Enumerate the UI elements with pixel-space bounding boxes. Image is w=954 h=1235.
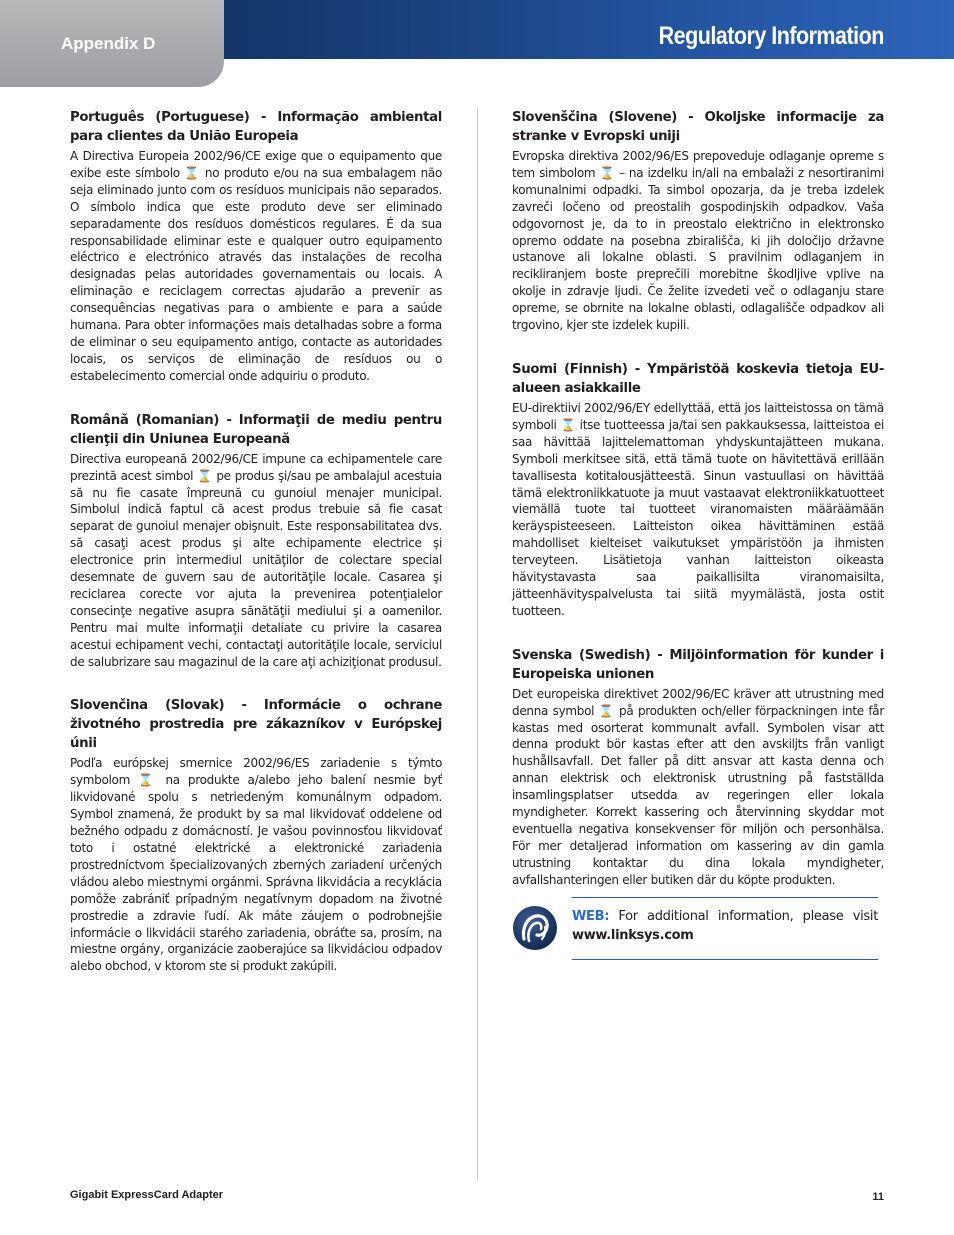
section-heading: Slovenščina (Slovene) - Okoljske informacije za stranke v Evropski uniji [512, 110, 884, 144]
section-body: Evropska direktiva 2002/96/ES prepoveduje odlaganje opreme s tem simbolom ⌛ – na izdelku in/ali na embalaži z nesortiranimi komunalnimi odpadki. Ta simbol opozarja, da je treba izdelek zavreči ločeno od preostalih gospodinjskih odpadkov. Vaša odgovornost je, da to in preostalo električno in elektronsko opremo oddate na posebna zbirališča, ki jih določijo državne ustanove ali lokalne oblasti. S pravilnim odlaganjem in recikliranjem boste preprečili morebitne škodljive vplive na okolje in zdravje ljudi. Če želite izvedeti več o odlaganju stare opreme, se obrnite na lokalne oblasti, odlagališče odpadkov ali trgovino, kjer ste izdelek kupili. [512, 149, 884, 333]
footer-page-number: 11 [872, 1191, 884, 1203]
web-note-label: WEB: [572, 908, 610, 924]
page-title: Regulatory Information [658, 22, 884, 50]
section-body: Directiva europeană 2002/96/CE impune ca echipamentele care prezintă acest simbol ⌛ pe produs şi/sau pe ambalajul acestuia să nu fie casate împreună cu gunoiul menajer municipal. Simbolul indică faptul că acest produs trebuie să fie casat separat de gunoiul menajer obişnuit. Este responsabilitatea dvs. să casaţi acest produs şi alte echipamente electrice şi electronice prin intermediul unităţilor de colectare special desemnate de guvern sau de autorităţile locale. Casarea şi reciclarea corecte vor ajuta la prevenirea potenţialelor consecinţe negative asupra sănătăţii mediului şi a oamenilor. Pentru mai multe informaţii detaliate cu privire la casarea acestui echipament vechi, contactaţi autorităţile locale, serviciul de salubrizare sau magazinul de la care aţi achiziţionat produsul. [70, 451, 442, 669]
web-note-text [572, 907, 878, 945]
section-heading: Suomi (Finnish) - Ympäristöä koskevia tietoja EU-alueen asiakkaille [512, 361, 884, 396]
section-heading: Português (Portuguese) - Informação ambiental para clientes da União Europeia [70, 110, 442, 144]
left-column [70, 108, 442, 1001]
section-portuguese [70, 108, 442, 385]
globe-icon [512, 905, 558, 951]
section-slovak [70, 696, 442, 975]
web-note [512, 893, 884, 963]
web-note-rule-top [572, 897, 878, 898]
web-note-link[interactable]: www.linksys.com [572, 927, 694, 943]
section-body: EU-direktiivi 2002/96/EY edellyttää, että jos laitteistossa on tämä symboli ⌛ itse tuotteessa ja/tai sen pakkauksessa, laitteistoa ei saa hävittää lajittelemattoman yhdyskuntajätteen mukana. Symboli merkitsee sitä, että tämä tuote on hävitettävä erillään tavallisesta kotitalousjätteestä. Sinun vastuullasi on hävittää tämä elektroniikkatuote ja muut vastaavat elektroniikkatuotteet viemällä tuote tai tuotteet viranomaisten määräämään keräyspisteeseen. Laitteiston oikea hävittäminen estää mahdolliset kielteiset vaikutukset ympäristöön ja ihmisten terveyteen. Lisätietoja vanhan laitteiston oikeasta hävitystavasta saa paikallisilta viranomaisilta, jätteenhävityspalvelusta tai siitä myymälästä, josta ostit tuotteen. [512, 400, 884, 618]
footer-product-name: Gigabit ExpressCard Adapter [70, 1189, 224, 1201]
web-note-message: For additional information, please visit [609, 908, 878, 924]
section-heading: Slovenčina (Slovak) - Informácie o ochrane životného prostredia pre zákazníkov v Európskej únii [70, 698, 442, 752]
column-divider [477, 108, 478, 1180]
section-heading: Svenska (Swedish) - Miljöinformation för kunder i Europeiska unionen [512, 647, 884, 682]
section-body: Podľa európskej smernice 2002/96/ES zariadenie s týmto symbolom ⌛ na produkte a/alebo jeho balení nesmie byť likvidované spolu s netriedeným komunálnym odpadom. Symbol znamená, že produkt by sa mal likvidovať oddelene od bežného odpadu z domácností. Je vašou povinnosťou likvidovať toto i ostatné elektrické a elektronické zariadenia prostredníctvom špecializovaných zberných zariadení určených vládou alebo miestnymi orgánmi. Správna likvidácia a recyklácia pomôže zabrániť prípadným negatívnym dopadom na životné prostredie a zdravie ľudí. Ak máte záujem o podrobnejšie informácie o likvidácii starého zariadenia, obráťte sa, prosím, na miestne orgány, organizácie zaoberajúce sa likvidáciou odpadov alebo obchod, v ktorom ste si produkt zakúpili. [70, 756, 442, 974]
appendix-label: Appendix D [61, 34, 156, 53]
right-column [512, 108, 884, 963]
section-romanian [70, 411, 442, 671]
section-heading: Română (Romanian) - Informaţii de mediu pentru clienţii din Uniunea Europeană [70, 412, 442, 447]
web-note-rule-bottom [572, 959, 878, 960]
section-body: Det europeiska direktivet 2002/96/EC kräver att utrustning med denna symbol ⌛ på produkten och/eller förpackningen inte får kastas med osorterat kommunalt avfall. Symbolen visar att denna produkt bör kastas efter att den avskiljts från vanligt hushållsavfall. Det faller på ditt ansvar att kasta denna och annan elektrisk och elektronisk utrustning på fastställda insamlingsplatser utsedda av regeringen eller lokala myndigheter. Korrekt kassering och återvinning skyddar mot eventuella negativa konsekvenser för miljön och personhälsa. För mer detaljerad information om kassering av din gamla utrustning kontaktar du dina lokala myndigheter, avfallshanteringen eller butiken där du köpte produkten. [512, 686, 884, 887]
section-body: A Directiva Europeia 2002/96/CE exige que o equipamento que exibe este símbolo ⌛ no produto e/ou na sua embalagem não seja eliminado junto com os resíduos municipais não separados. O símbolo indica que este produto deve ser eliminado separadamente dos resíduos domésticos regulares. É da sua responsabilidade eliminar este e qualquer outro equipamento eléctrico e electrónico através das instalações de recolha designadas pelas autoridades governamentais ou locais. A eliminação e reciclagem correctas ajudarão a prevenir as consequências negativas para o ambiente e para a saúde humana. Para obter informações mais detalhadas sobre a forma de eliminar o seu equipamento antigo, contacte as autoridades locais, os serviços de eliminação de resíduos ou o estabelecimento comercial onde adquiriu o produto. [70, 149, 442, 383]
section-swedish [512, 646, 884, 889]
section-slovene [512, 108, 884, 334]
appendix-tab [0, 0, 224, 87]
section-finnish [512, 360, 884, 620]
